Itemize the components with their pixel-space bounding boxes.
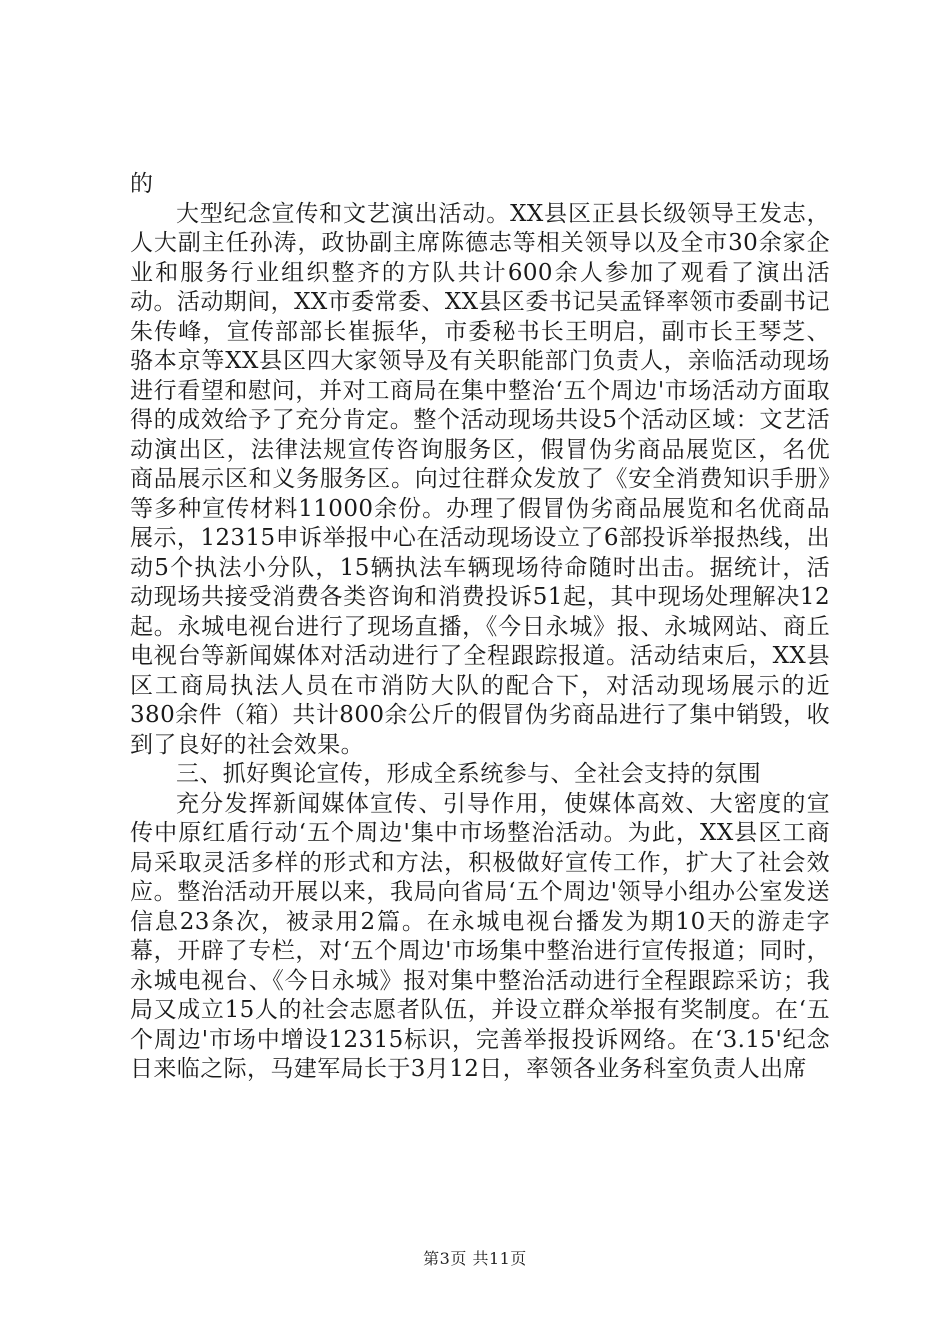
paragraph-media-publicity: 充分发挥新闻媒体宣传、引导作用，使媒体高效、大密度的宣传中原红盾行动‘五个周边'集中市场整治活动。为此，XX县区工商局采取灵活多样的形式和方法，积极做好宣传工作，扩大了社会效应。整治活动开展以来，我局向省局‘五个周边'领导小组办公室发送信息23条次，被录用2篇。在永城电视台播发为期10天的游走字幕，开辟了专栏，对‘五个周边'市场集中整治进行宣传报道；同时，永城电视台、《今日永城》报对集中整治活动进行全程跟踪采访；我局又成立15人的社会志愿者队伍，并设立群众举报有奖制度。在‘五个周边'市场中增设12315标识，完善举报投诉网络。在‘3.15'纪念日来临之际，马建军局长于3月12日，率领各业务科室负责人出席 — [130, 790, 830, 1082]
paragraph-continuation: 的 — [130, 171, 154, 197]
section-heading-publicity: 三、抓好舆论宣传，形成全系统参与、全社会支持的氛围 — [176, 761, 761, 787]
document-body — [130, 170, 830, 1085]
paragraph-event-report: 大型纪念宣传和文艺演出活动。XX县区正县长级领导王发志，人大副主任孙涛，政协副主席陈德志等相关领导以及全市30余家企业和服务行业组织整齐的方队共计600余人参加了观看了演出活动。活动期间，XX市委常委、XX县区委书记吴孟铎率领市委副书记朱传峰，宣传部部长崔振华，市委秘书长王明启，副市长王琴芝、骆本京等XX县区四大家领导及有关职能部门负责人，亲临活动现场进行看望和慰问，并对工商局在集中整治‘五个周边'市场活动方面取得的成效给予了充分肯定。整个活动现场共设5个活动区域：文艺活动演出区，法律法规宣传咨询服务区，假冒伪劣商品展览区，名优商品展示区和义务服务区。向过往群众发放了《安全消费知识手册》等多种宣传材料11000余份。办理了假冒伪劣商品展览和名优商品展示，12315申诉举报中心在活动现场设立了6部投诉举报热线，出动5个执法小分队，15辆执法车辆现场待命随时出击。据统计，活动现场共接受消费各类咨询和消费投诉51起，其中现场处理解决12起。永城电视台进行了现场直播，《今日永城》报、永城网站、商丘电视台等新闻媒体对活动进行了全程跟踪报道。活动结束后，XX县区工商局执法人员在市消防大队的配合下，对活动现场展示的近380余件（箱）共计800余公斤的假冒伪劣商品进行了集中销毁，收到了良好的社会效果。 — [130, 200, 830, 758]
page-footer: 第3页 共11页 — [423, 1249, 527, 1268]
